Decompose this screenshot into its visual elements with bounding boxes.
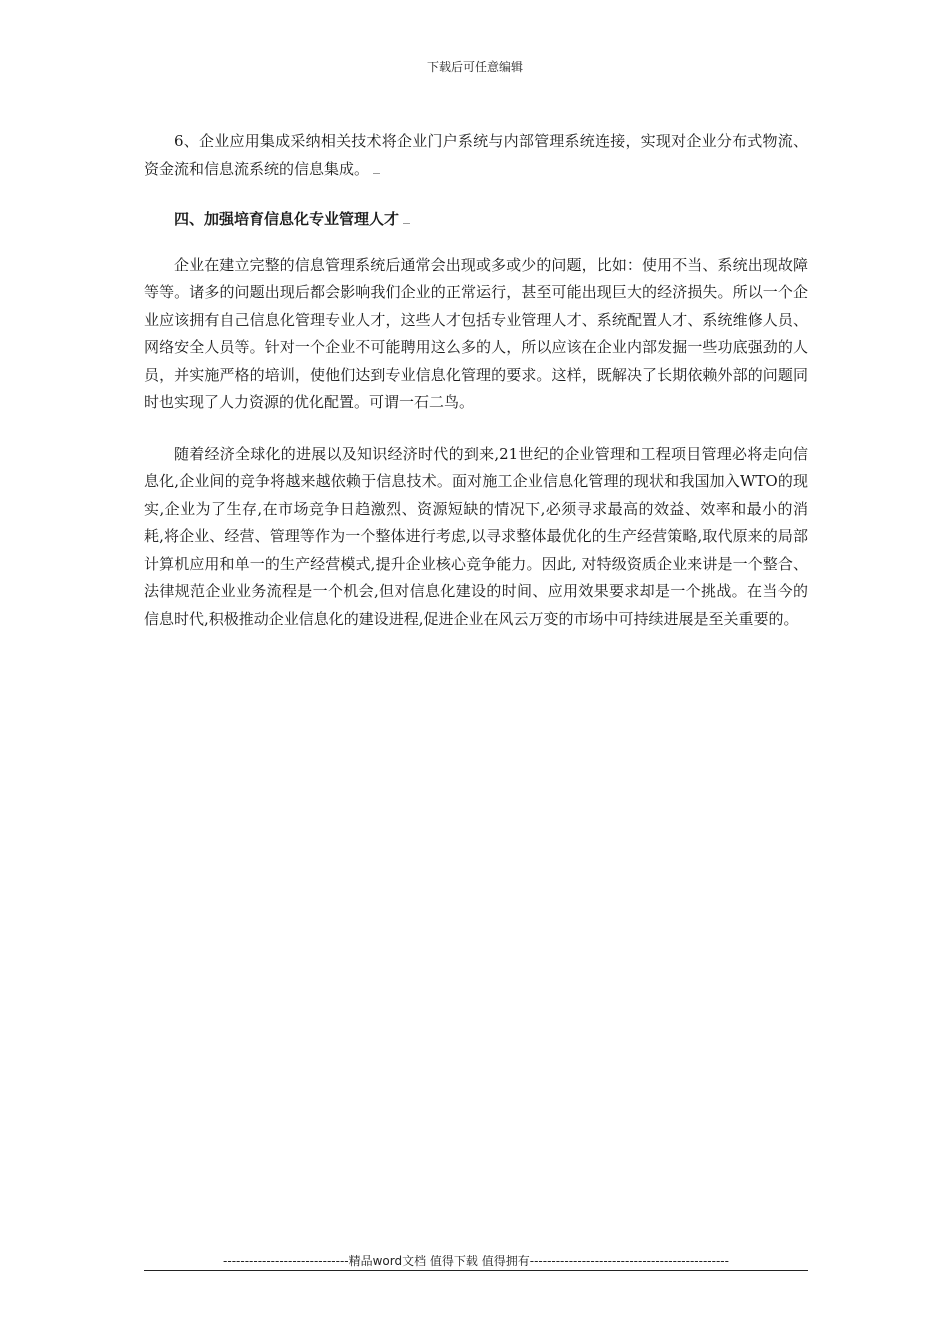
spacer bbox=[144, 183, 808, 206]
section-heading bbox=[144, 206, 808, 234]
paragraph-globalization: 随着经济全球化的进展以及知识经济时代的到来,21世纪的企业管理和工程项目管理必将走向信息化,企业间的竞争将越来越依赖于信息技术。面对施工企业信息化管理的现状和我国加入WTO的现实,企业为了生存,在市场竞争日趋激烈、资源短缺的情况下,必须寻求最高的效益、效率和最小的消耗,将企业、经营、管理等作为一个整体进行考虑,以寻求整体最优化的生产经营策略,取代原来的局部计算机应用和单一的生产经营模式,提升企业核心竞争能力。因此, 对特级资质企业来讲是一个整合、法律规范企业业务流程是一个机会,但对信息化建设的时间、应用效果要求却是一个挑战。在当今的信息时代,积极推动企业信息化的建设进程,促进企业在风云万变的市场中可持续进展是至关重要的。 bbox=[144, 444, 808, 628]
page-footer: -----------------------------精品word文档 值得下载 值得拥有---------------------------------------------- bbox=[223, 1254, 729, 1268]
paragraph-mark-icon bbox=[373, 165, 380, 174]
spacer bbox=[144, 234, 808, 252]
paragraph-enterprise-integration bbox=[144, 128, 808, 183]
page-header: 下载后可任意编辑 bbox=[426, 60, 523, 74]
paragraph-talent-training: 企业在建立完整的信息管理系统后通常会出现或多或少的问题，比如：使用不当、系统出现故障等等。诸多的问题出现后都会影响我们企业的正常运行，甚至可能出现巨大的经济损失。所以一个企业应该拥有自己信息化管理专业人才，这些人才包括专业管理人才、系统配置人才、系统维修人员、网络安全人员等。针对一个企业不可能聘用这么多的人，所以应该在企业内部发掘一些功底强劲的人员，并实施严格的培训，使他们达到专业信息化管理的要求。这样，既解决了长期依赖外部的问题同时也实现了人力资源的优化配置。可谓一石二鸟。 bbox=[144, 255, 808, 411]
spacer bbox=[144, 417, 808, 441]
footer-divider bbox=[144, 1270, 808, 1271]
document-body bbox=[144, 128, 808, 633]
paragraph-text: 6、企业应用集成采纳相关技术将企业门户系统与内部管理系统连接，实现对企业分布式物流、资金流和信息流系统的信息集成。 bbox=[144, 132, 808, 178]
paragraph-mark-icon bbox=[403, 215, 410, 224]
section-heading-text: 四、加强培育信息化专业管理人才 bbox=[174, 210, 400, 228]
